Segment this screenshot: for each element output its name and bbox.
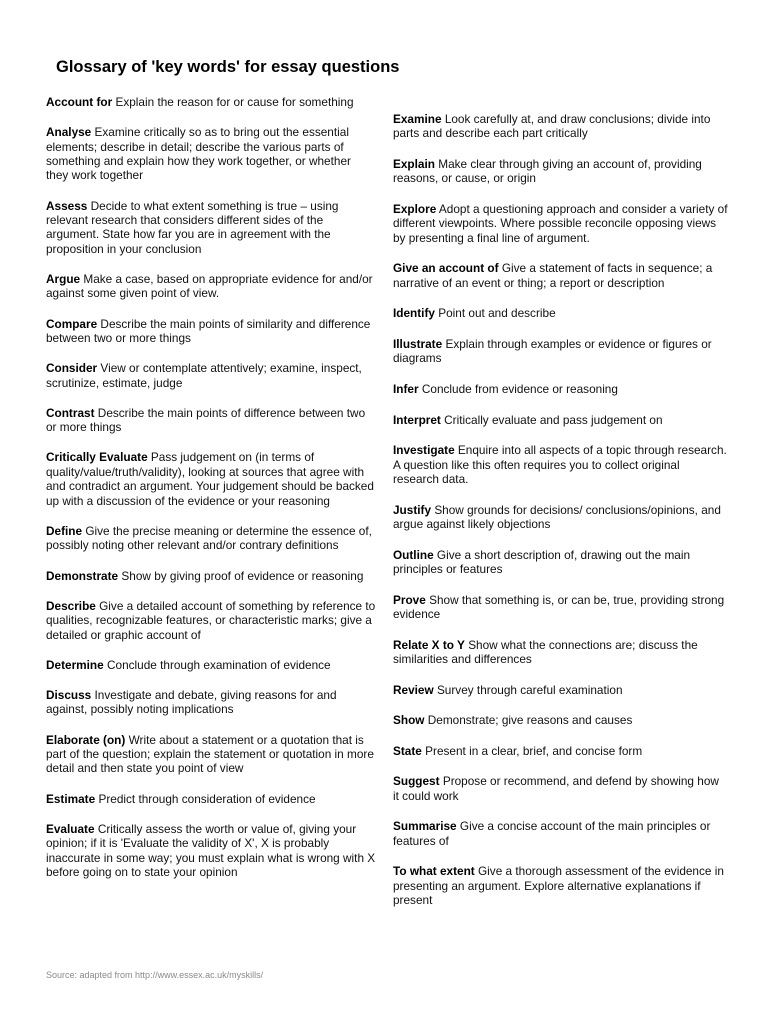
glossary-term: Critically Evaluate xyxy=(46,450,148,465)
glossary-entry xyxy=(393,744,728,758)
glossary-entry xyxy=(46,822,376,880)
glossary-definition: Investigate and debate, giving reasons for and against, possibly noting implications xyxy=(46,687,337,717)
glossary-definition: Conclude through examination of evidence xyxy=(106,657,331,672)
glossary-entry xyxy=(46,599,376,642)
glossary-term: Summarise xyxy=(393,819,457,834)
glossary-definition: Make clear through giving an account of, providing reasons, or cause, or origin xyxy=(393,157,702,186)
glossary-term: Evaluate xyxy=(46,821,95,836)
glossary-term: Describe xyxy=(46,598,96,613)
glossary-entry xyxy=(46,569,376,583)
glossary-entry xyxy=(393,382,728,396)
glossary-term: Justify xyxy=(393,502,432,517)
glossary-term: Elaborate (on) xyxy=(46,732,126,747)
glossary-entry xyxy=(393,593,728,622)
glossary-entry xyxy=(393,413,728,427)
glossary-entry xyxy=(46,688,376,717)
glossary-definition: Conclude from evidence or reasoning xyxy=(421,382,618,396)
glossary-entry xyxy=(46,406,376,435)
glossary-definition: Give a thorough assessment of the evidence in presenting an argument. Explore alternative explanations if present xyxy=(393,864,724,908)
glossary-definition: Describe the main points of difference between two or more things xyxy=(46,405,366,435)
glossary-entry xyxy=(393,819,728,848)
glossary-term: Account for xyxy=(46,95,113,109)
glossary-term: Examine xyxy=(393,112,442,126)
glossary-term: Determine xyxy=(46,657,104,672)
glossary-definition: Make a case, based on appropriate evidence for and/or against some given point of view. xyxy=(46,272,373,301)
glossary-term: Show xyxy=(393,713,425,728)
glossary-entry xyxy=(393,503,728,532)
glossary-entry xyxy=(393,443,728,486)
glossary-entry xyxy=(46,95,376,109)
glossary-definition: Decide to what extent something is true – using relevant research that considers different sides of the argument. State how far you are in agreement with the proposition in your conclusion xyxy=(46,198,339,256)
glossary-definition: Give a short description of, drawing out the main principles or features xyxy=(393,547,691,576)
glossary-entry xyxy=(393,548,728,577)
glossary-definition: Write about a statement or a quotation that is part of the question; explain the statement or quotation in more detail and then state you point of view xyxy=(46,732,374,776)
glossary-term: Demonstrate xyxy=(46,568,119,583)
glossary-entry xyxy=(46,125,376,183)
glossary-entry xyxy=(393,337,728,366)
glossary-definition: Predict through consideration of evidence xyxy=(98,791,316,806)
page-title: Glossary of 'key words' for essay questions xyxy=(56,58,400,76)
glossary-entry xyxy=(393,157,728,186)
glossary-definition: Give a detailed account of something by reference to qualities, recognizable features, or characteristic marks; give a detailed or graphic account of xyxy=(46,598,376,642)
glossary-term: Review xyxy=(393,682,434,697)
glossary-definition: Show that something is, or can be, true, providing strong evidence xyxy=(393,592,725,621)
glossary-entry xyxy=(46,272,376,301)
glossary-term: Estimate xyxy=(46,791,96,806)
glossary-term: Define xyxy=(46,523,83,538)
glossary-definition: Show grounds for decisions/ conclusions/opinions, and argue against likely objections xyxy=(393,502,721,531)
glossary-entry xyxy=(46,658,376,672)
glossary-definition: Enquire into all aspects of a topic through research. A question like this often requires you to collect original research data. xyxy=(393,443,727,486)
glossary-term: Explain xyxy=(393,157,435,171)
glossary-definition: Describe the main points of similarity and difference between two or more things xyxy=(46,316,371,346)
glossary-entry xyxy=(393,202,728,245)
glossary-entry xyxy=(393,683,728,697)
glossary-term: Argue xyxy=(46,272,81,287)
glossary-entry xyxy=(46,317,376,346)
glossary-entry xyxy=(393,713,728,727)
glossary-definition: Critically assess the worth or value of, giving your opinion; if it is 'Evaluate the validity of X', X is probably inaccurate in some way; you must explain what is wrong with X before going on to state your opinion xyxy=(46,821,376,879)
glossary-term: Give an account of xyxy=(393,261,499,276)
glossary-definition: Give a statement of facts in sequence; a narrative of an event or thing; a report or description xyxy=(393,261,713,290)
glossary-entry xyxy=(46,733,376,776)
glossary-term: Prove xyxy=(393,592,426,607)
glossary-definition: Give the precise meaning or determine the essence of, possibly noting other relevant and/or contrary definitions xyxy=(46,523,372,553)
glossary-term: Infer xyxy=(393,382,419,396)
glossary-term: Interpret xyxy=(393,412,441,427)
glossary-term: Identify xyxy=(393,306,435,321)
glossary-definition: Explain through examples or evidence or figures or diagrams xyxy=(393,337,712,366)
glossary-term: Investigate xyxy=(393,443,455,458)
glossary-definition: Survey through careful examination xyxy=(436,682,623,697)
glossary-definition: Explain the reason for or cause for something xyxy=(115,95,354,109)
glossary-entry xyxy=(46,524,376,553)
glossary-definition: Critically evaluate and pass judgement on xyxy=(444,412,663,427)
glossary-definition: Look carefully at, and draw conclusions; divide into parts and describe each part critically xyxy=(393,112,711,141)
glossary-left-column xyxy=(46,95,376,895)
glossary-definition: Show what the connections are; discuss the similarities and differences xyxy=(393,637,698,666)
glossary-definition: Demonstrate; give reasons and causes xyxy=(427,713,633,728)
glossary-entry xyxy=(46,361,376,390)
glossary-term: Contrast xyxy=(46,405,95,420)
glossary-entry xyxy=(46,199,376,257)
glossary-term: Assess xyxy=(46,198,88,213)
glossary-entry xyxy=(46,450,376,508)
glossary-definition: View or contemplate attentively; examine, inspect, scrutinize, estimate, judge xyxy=(46,361,362,390)
glossary-term: Illustrate xyxy=(393,337,443,351)
glossary-entry xyxy=(393,864,728,907)
glossary-entry xyxy=(393,261,728,290)
glossary-definition: Pass judgement on (in terms of quality/value/truth/validity), looking at sources that agree with and contradict an argument. Your judgement should be backed up with a discussion of the evidence or your reasoning xyxy=(46,450,374,508)
glossary-entry xyxy=(46,792,376,806)
glossary-entry xyxy=(393,306,728,320)
glossary-right-column xyxy=(393,112,728,924)
glossary-definition: Present in a clear, brief, and concise form xyxy=(425,743,643,758)
glossary-term: State xyxy=(393,743,422,758)
glossary-term: Outline xyxy=(393,547,434,562)
glossary-term: Analyse xyxy=(46,125,92,140)
glossary-term: Relate X to Y xyxy=(393,637,465,652)
glossary-term: Explore xyxy=(393,202,437,216)
glossary-term: Compare xyxy=(46,316,98,331)
glossary-definition: Examine critically so as to bring out the essential elements; describe in detail; describe the various parts of something and explain how they work together, or whether they work together xyxy=(46,125,351,183)
glossary-term: Suggest xyxy=(393,774,440,789)
glossary-term: To what extent xyxy=(393,864,475,879)
glossary-definition: Propose or recommend, and defend by showing how it could work xyxy=(393,774,719,803)
glossary-definition: Show by giving proof of evidence or reasoning xyxy=(121,568,364,583)
glossary-definition: Give a concise account of the main principles or features of xyxy=(393,819,711,848)
source-citation: Source: adapted from http://www.essex.ac.uk/myskills/ xyxy=(46,970,264,980)
glossary-definition: Point out and describe xyxy=(438,306,556,321)
glossary-definition: Adopt a questioning approach and consider a variety of different viewpoints. Where possible reconcile opposing views by presenting a final line of argument. xyxy=(393,202,728,245)
glossary-entry xyxy=(393,112,728,141)
glossary-entry xyxy=(393,774,728,803)
glossary-term: Consider xyxy=(46,361,98,376)
glossary-term: Discuss xyxy=(46,687,92,702)
glossary-entry xyxy=(393,638,728,667)
